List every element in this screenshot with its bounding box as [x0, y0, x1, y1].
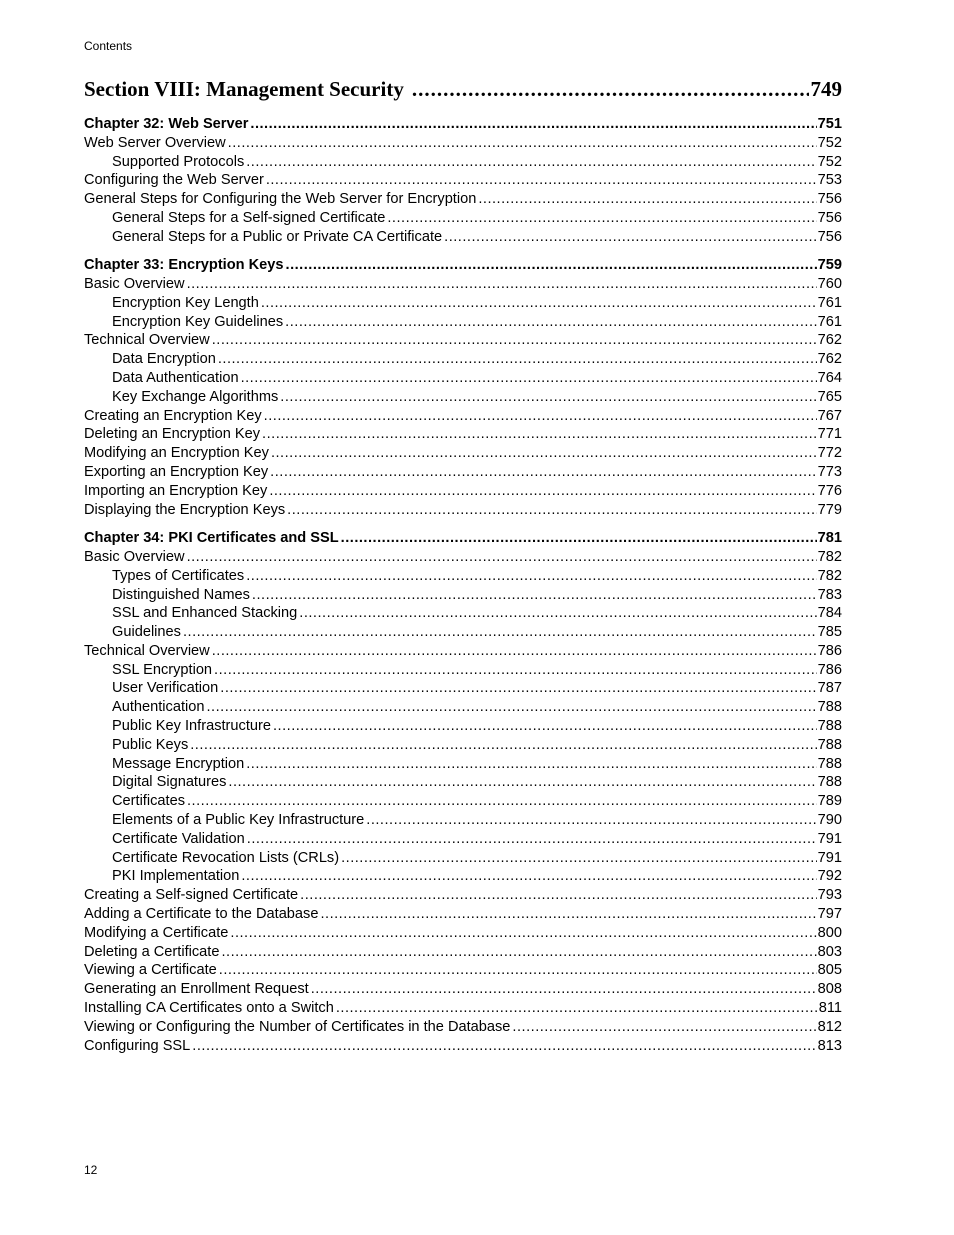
- toc-entry-page: 761: [817, 313, 842, 330]
- toc-entry-title: Certificate Revocation Lists (CRLs): [112, 849, 340, 866]
- dot-leader: [247, 831, 817, 847]
- toc-entry-title: Chapter 33: Encryption Keys: [84, 257, 284, 274]
- toc-entry[interactable]: [84, 172, 842, 191]
- toc-entry[interactable]: [84, 944, 842, 963]
- dot-leader: [207, 699, 817, 715]
- toc-entry-page: 812: [817, 1018, 842, 1035]
- toc-subentry[interactable]: [84, 624, 842, 643]
- toc-entry-page: 781: [817, 530, 842, 547]
- toc-subentry[interactable]: [84, 868, 842, 887]
- toc-entry-title: Basic Overview: [84, 276, 185, 293]
- toc-subentry[interactable]: [84, 295, 842, 314]
- dot-leader: [280, 389, 816, 405]
- toc-entry-page: 772: [817, 445, 842, 462]
- dot-leader: [261, 295, 817, 311]
- toc-subentry[interactable]: [84, 389, 842, 408]
- toc-entry[interactable]: [84, 962, 842, 981]
- section-page: 749: [810, 77, 842, 101]
- toc-entry-title: SSL Encryption: [112, 661, 213, 678]
- toc-entry-page: 773: [817, 464, 842, 481]
- toc-entry-page: 761: [817, 294, 842, 311]
- running-header: Contents: [84, 39, 133, 53]
- toc-entry-title: Displaying the Encryption Keys: [84, 501, 286, 518]
- dot-leader: [412, 77, 809, 102]
- dot-leader: [478, 191, 816, 207]
- toc-subentry[interactable]: [84, 370, 842, 389]
- toc-entry-title: Modifying an Encryption Key: [84, 445, 269, 462]
- toc-entry[interactable]: [84, 549, 842, 568]
- toc-entry-page: 756: [817, 228, 842, 245]
- toc-entry-title: Installing CA Certificates onto a Switch: [84, 1000, 334, 1017]
- toc-entry-page: 800: [817, 924, 842, 941]
- dot-leader: [270, 464, 816, 480]
- toc-entry-title: Technical Overview: [84, 642, 210, 659]
- dot-leader: [299, 605, 816, 621]
- toc-entry-page: 805: [817, 962, 842, 979]
- dot-leader: [214, 662, 817, 678]
- toc-entry-title: Encryption Key Guidelines: [112, 313, 284, 330]
- chapter-block: [84, 257, 842, 520]
- dot-leader: [250, 116, 816, 132]
- toc-entry-page: 788: [817, 755, 842, 772]
- dot-leader: [271, 445, 817, 461]
- toc-subentry[interactable]: [84, 756, 842, 775]
- dot-leader: [228, 774, 816, 790]
- toc-entry-title: Creating an Encryption Key: [84, 407, 262, 424]
- toc-entry-title: Chapter 32: Web Server: [84, 116, 249, 132]
- toc-entry-title: Deleting a Certificate: [84, 943, 220, 960]
- toc-entry-title: Types of Certificates: [112, 567, 245, 584]
- toc-entry-title: Authentication: [112, 699, 205, 716]
- toc-entry[interactable]: [84, 502, 842, 521]
- toc-entry-page: 787: [817, 680, 842, 697]
- toc-entry-page: 790: [817, 812, 842, 829]
- toc-entry-title: Message Encryption: [112, 755, 245, 772]
- toc-entry-page: 797: [817, 906, 842, 923]
- dot-leader: [230, 925, 816, 941]
- dot-leader: [187, 549, 817, 565]
- toc-entry[interactable]: [84, 887, 842, 906]
- toc-entry-title: Chapter 34: PKI Certificates and SSL: [84, 530, 339, 547]
- toc-entry-page: 813: [817, 1037, 842, 1054]
- dot-leader: [219, 962, 817, 978]
- dot-leader: [273, 718, 817, 734]
- toc-entry-title: SSL and Enhanced Stacking: [112, 605, 298, 622]
- dot-leader: [212, 332, 817, 348]
- toc-entry-page: 789: [817, 793, 842, 810]
- dot-leader: [512, 1019, 816, 1035]
- toc-subentry[interactable]: [84, 737, 842, 756]
- toc-entry-page: 786: [817, 661, 842, 678]
- toc-entry-title: Modifying a Certificate: [84, 924, 229, 941]
- toc-entry-page: 779: [817, 501, 842, 518]
- dot-leader: [266, 172, 817, 188]
- toc-entry-title: Digital Signatures: [112, 774, 227, 791]
- toc-entry-title: Public Key Infrastructure: [112, 718, 271, 735]
- toc-entry-page: 808: [817, 981, 842, 998]
- dot-leader: [221, 944, 816, 960]
- section-title: Section VIII: Management Security: [84, 77, 404, 101]
- toc-entry-page: 764: [817, 370, 842, 387]
- toc-subentry[interactable]: [84, 229, 842, 248]
- dot-leader: [269, 483, 816, 499]
- chapter-heading[interactable]: [84, 530, 842, 549]
- toc-entry-title: Viewing or Configuring the Number of Certificates in the Database: [84, 1018, 511, 1035]
- toc-entry-title: Certificates: [112, 793, 185, 810]
- toc-entry-title: Certificate Validation: [112, 830, 245, 847]
- toc-entry-title: Adding a Certificate to the Database: [84, 906, 319, 923]
- toc-entry-title: Web Server Overview: [84, 134, 226, 151]
- toc-entry-title: PKI Implementation: [112, 868, 240, 885]
- toc-entry-title: Guidelines: [112, 624, 181, 641]
- dot-leader: [190, 737, 816, 753]
- dot-leader: [264, 408, 817, 424]
- toc-entry-page: 791: [817, 830, 842, 847]
- page-number: 12: [84, 1163, 98, 1177]
- toc-subentry[interactable]: [84, 154, 842, 173]
- toc-entry-title: Data Encryption: [112, 351, 216, 368]
- toc-subentry[interactable]: [84, 662, 842, 681]
- toc-entry-page: 762: [817, 351, 842, 368]
- toc-entry-page: 752: [817, 153, 842, 170]
- toc-subentry[interactable]: [84, 774, 842, 793]
- dot-leader: [228, 135, 817, 151]
- dot-leader: [300, 887, 816, 903]
- toc-entry-title: General Steps for a Self-signed Certificate: [112, 209, 386, 226]
- toc-entry[interactable]: [84, 445, 842, 464]
- toc-entry[interactable]: [84, 426, 842, 445]
- toc-entry-title: Encryption Key Length: [112, 294, 259, 311]
- dot-leader: [241, 370, 817, 386]
- toc-entry-page: 783: [817, 586, 842, 603]
- dot-leader: [262, 426, 817, 442]
- toc-entry-page: 752: [817, 134, 842, 151]
- dot-leader: [311, 981, 817, 997]
- dot-leader: [341, 530, 817, 546]
- toc-entry-title: Supported Protocols: [112, 153, 245, 170]
- toc-entry[interactable]: [84, 464, 842, 483]
- dot-leader: [218, 351, 817, 367]
- toc-entry[interactable]: [84, 191, 842, 210]
- toc-subentry[interactable]: [84, 718, 842, 737]
- toc-entry[interactable]: [84, 1019, 842, 1038]
- dot-leader: [183, 624, 817, 640]
- toc-subentry[interactable]: [84, 812, 842, 831]
- chapter-heading[interactable]: [84, 116, 842, 135]
- toc-entry-page: 788: [817, 718, 842, 735]
- toc-subentry[interactable]: [84, 568, 842, 587]
- toc-entry-title: Deleting an Encryption Key: [84, 426, 261, 443]
- toc-entry-title: General Steps for a Public or Private CA Certificate: [112, 228, 443, 245]
- toc-entry-page: 762: [817, 332, 842, 349]
- toc-entry[interactable]: [84, 332, 842, 351]
- dot-leader: [285, 314, 816, 330]
- toc-entry-title: Public Keys: [112, 736, 189, 753]
- toc-entry-title: Basic Overview: [84, 548, 185, 565]
- toc-entry-title: Elements of a Public Key Infrastructure: [112, 812, 365, 829]
- toc-subentry[interactable]: [84, 793, 842, 812]
- dot-leader: [444, 229, 817, 245]
- toc-subentry[interactable]: [84, 587, 842, 606]
- dot-leader: [286, 257, 817, 273]
- toc-entry-title: Configuring SSL: [84, 1037, 191, 1054]
- toc-subentry[interactable]: [84, 680, 842, 699]
- toc-entry-page: 788: [817, 736, 842, 753]
- dot-leader: [341, 850, 817, 866]
- toc-entry-page: 782: [817, 567, 842, 584]
- toc-entry-page: 771: [817, 426, 842, 443]
- toc-entry-page: 756: [817, 209, 842, 226]
- dot-leader: [187, 276, 817, 292]
- dot-leader: [287, 502, 816, 518]
- dot-leader: [192, 1038, 816, 1054]
- section-heading[interactable]: [84, 77, 842, 102]
- toc-entry-title: Technical Overview: [84, 332, 210, 349]
- dot-leader: [220, 680, 816, 696]
- toc-entry-title: Generating an Enrollment Request: [84, 981, 309, 998]
- toc-subentry[interactable]: [84, 699, 842, 718]
- toc-entry[interactable]: [84, 1000, 842, 1019]
- toc-entry[interactable]: [84, 906, 842, 925]
- toc-entry-page: 759: [817, 257, 842, 274]
- dot-leader: [252, 587, 817, 603]
- toc-entry[interactable]: [84, 1038, 842, 1057]
- dot-leader: [387, 210, 816, 226]
- toc-entry-page: 786: [817, 642, 842, 659]
- toc-entry-page: 776: [817, 482, 842, 499]
- toc-entry-page: 753: [817, 172, 842, 189]
- toc-entry-page: 765: [817, 388, 842, 405]
- toc-entry[interactable]: [84, 135, 842, 154]
- toc-entry-page: 751: [817, 116, 842, 132]
- toc-entry-page: 767: [817, 407, 842, 424]
- toc-entry-title: Importing an Encryption Key: [84, 482, 268, 499]
- toc-entry-page: 792: [817, 868, 842, 885]
- dot-leader: [246, 154, 816, 170]
- toc-entry[interactable]: [84, 981, 842, 1000]
- toc-entry-page: 788: [817, 699, 842, 716]
- toc-entry[interactable]: [84, 483, 842, 502]
- dot-leader: [320, 906, 816, 922]
- toc-entry-page: 791: [817, 849, 842, 866]
- toc-entry-title: Data Authentication: [112, 370, 239, 387]
- toc-subentry[interactable]: [84, 210, 842, 229]
- toc-entry-title: Distinguished Names: [112, 586, 250, 603]
- dot-leader: [366, 812, 816, 828]
- toc-entry-page: 756: [817, 191, 842, 208]
- toc-subentry[interactable]: [84, 314, 842, 333]
- dot-leader: [187, 793, 817, 809]
- toc-entry[interactable]: [84, 925, 842, 944]
- toc-entry[interactable]: [84, 643, 842, 662]
- toc-entry-page: 793: [817, 887, 842, 904]
- toc-entry-title: User Verification: [112, 680, 219, 697]
- dot-leader: [336, 1000, 818, 1016]
- chapter-block: [84, 116, 842, 248]
- toc-entry-page: 760: [817, 276, 842, 293]
- toc-entry-title: Configuring the Web Server: [84, 172, 264, 189]
- toc-entry-title: Exporting an Encryption Key: [84, 464, 269, 481]
- toc-entry[interactable]: [84, 408, 842, 427]
- toc-entry-page: 788: [817, 774, 842, 791]
- table-of-contents: [84, 116, 842, 1066]
- toc-subentry[interactable]: [84, 831, 842, 850]
- toc-entry-page: 811: [818, 1000, 842, 1017]
- toc-entry-title: Creating a Self-signed Certificate: [84, 887, 299, 904]
- toc-subentry[interactable]: [84, 850, 842, 869]
- toc-entry-title: Viewing a Certificate: [84, 962, 217, 979]
- toc-entry-page: 782: [817, 548, 842, 565]
- toc-entry[interactable]: [84, 276, 842, 295]
- toc-entry-page: 785: [817, 624, 842, 641]
- toc-subentry[interactable]: [84, 605, 842, 624]
- toc-entry-title: Key Exchange Algorithms: [112, 388, 279, 405]
- toc-entry-page: 803: [817, 943, 842, 960]
- toc-entry-title: General Steps for Configuring the Web Server for Encryption: [84, 191, 477, 208]
- chapter-block: [84, 530, 842, 1056]
- dot-leader: [246, 568, 816, 584]
- toc-subentry[interactable]: [84, 351, 842, 370]
- dot-leader: [212, 643, 817, 659]
- dot-leader: [241, 868, 816, 884]
- chapter-heading[interactable]: [84, 257, 842, 276]
- dot-leader: [246, 756, 816, 772]
- toc-entry-page: 784: [817, 605, 842, 622]
